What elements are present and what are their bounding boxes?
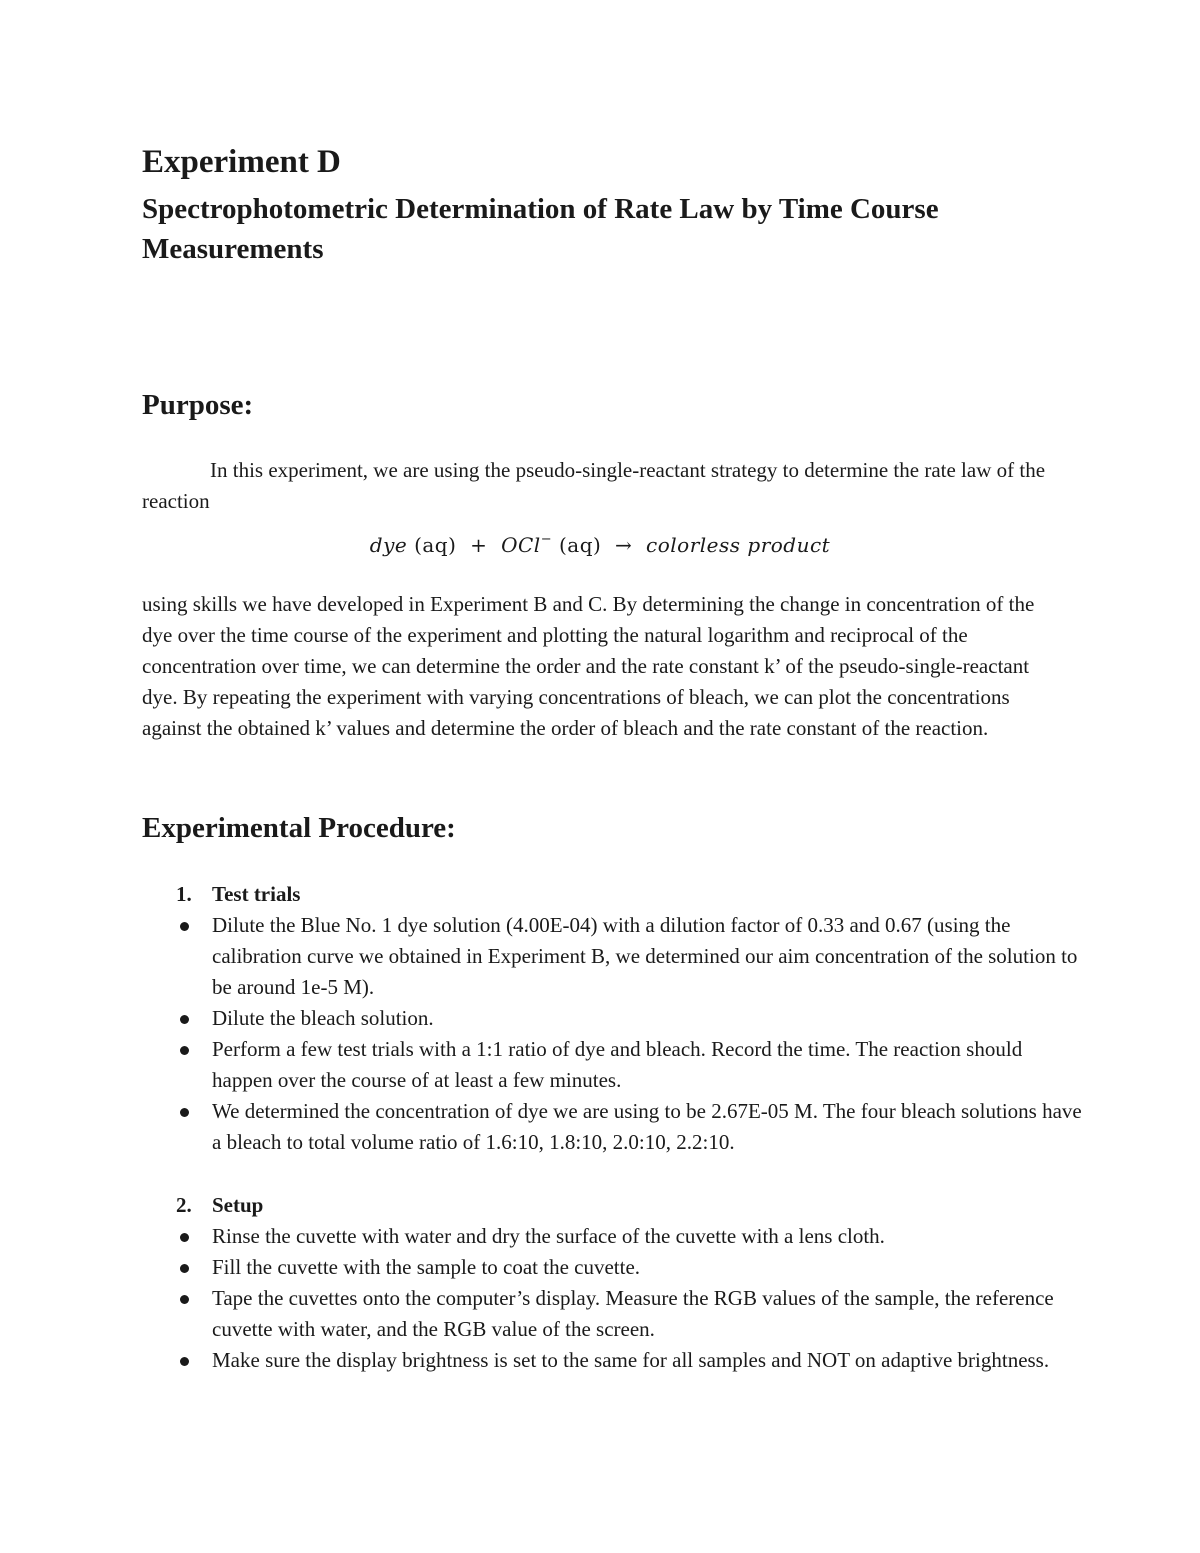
bullet-icon	[180, 1015, 189, 1024]
list-item	[142, 1252, 1082, 1283]
list-item	[142, 1345, 1082, 1376]
section-heading	[142, 879, 1082, 910]
equation-plus: +	[470, 533, 488, 557]
purpose-heading: Purpose:	[142, 389, 254, 421]
equation-reactant-dye: dye	[369, 533, 408, 557]
list-item-text: We determined the concentration of dye we are using to be 2.67E-05 M. The four bleach solutions have a bleach to total volume ratio of 1.6:10, 1.8:10, 2.0:10, 2.2:10.	[212, 1099, 1082, 1154]
bullet-icon	[180, 1108, 189, 1117]
list-item-text: Fill the cuvette with the sample to coat the cuvette.	[212, 1255, 641, 1279]
page-title: Experiment D	[142, 144, 341, 180]
bullet-icon	[180, 922, 189, 931]
purpose-intro-paragraph	[142, 455, 1062, 517]
list-item	[142, 1034, 1082, 1096]
procedure-section-setup	[142, 1190, 1082, 1376]
purpose-intro-text: In this experiment, we are using the pseudo-single-reactant strategy to determine the rate law of the reaction	[142, 458, 1046, 513]
list-item	[142, 1003, 1082, 1034]
bullet-icon	[180, 1357, 189, 1366]
bullet-icon	[180, 1046, 189, 1055]
list-item-text: Dilute the bleach solution.	[212, 1006, 434, 1030]
section-number: 2.	[176, 1193, 192, 1217]
list-item	[142, 1283, 1082, 1345]
equation-product: colorless product	[646, 533, 831, 557]
section-title: Test trials	[212, 882, 301, 906]
bullet-icon	[180, 1233, 189, 1242]
procedure-section-test-trials	[142, 879, 1082, 1158]
list-item-text: Tape the cuvettes onto the computer’s display. Measure the RGB values of the sample, the reference cuvette with water, and the RGB value of the screen.	[212, 1286, 1054, 1341]
section-heading	[142, 1190, 1082, 1221]
equation-state-2: (aq)	[558, 533, 602, 557]
list-item	[142, 1221, 1082, 1252]
purpose-body-paragraph: using skills we have developed in Experiment B and C. By determining the change in concentration of the dye over the time course of the experiment and plotting the natural logarithm and reciprocal of the concentration over time, we can determine the order and the rate constant k’ of the pseudo-single-reactant dye. By repeating the experiment with varying concentrations of bleach, we can plot the concentrations against the obtained k’ values and determine the order of bleach and the rate constant of the reaction.	[142, 592, 1035, 740]
bullet-icon	[180, 1295, 189, 1304]
section-number: 1.	[176, 882, 192, 906]
equation-state-1: (aq)	[414, 533, 457, 557]
section-title: Setup	[212, 1193, 264, 1217]
list-item-text: Dilute the Blue No. 1 dye solution (4.00E-04) with a dilution factor of 0.33 and 0.67 (using the calibration curve we obtained in Experiment B, we determined our aim concentration of the solution to be around 1e-5 M).	[212, 913, 1078, 999]
list-item-text: Perform a few test trials with a 1:1 ratio of dye and bleach. Record the time. The reaction should happen over the course of at least a few minutes.	[212, 1037, 1023, 1092]
list-item	[142, 910, 1082, 1003]
list-item-text: Make sure the display brightness is set to the same for all samples and NOT on adaptive brightness.	[212, 1348, 1050, 1372]
page-subtitle: Spectrophotometric Determination of Rate Law by Time Course Measurements	[142, 193, 939, 265]
reaction-equation	[0, 523, 1200, 562]
list-item	[142, 1096, 1082, 1158]
bullet-icon	[180, 1264, 189, 1273]
equation-charge: −	[540, 532, 553, 547]
procedure-heading: Experimental Procedure:	[142, 812, 456, 844]
equation-arrow: →	[615, 533, 633, 557]
list-item-text: Rinse the cuvette with water and dry the surface of the cuvette with a lens cloth.	[212, 1224, 885, 1248]
equation-reactant-hypochlorite: OCl	[501, 533, 541, 557]
